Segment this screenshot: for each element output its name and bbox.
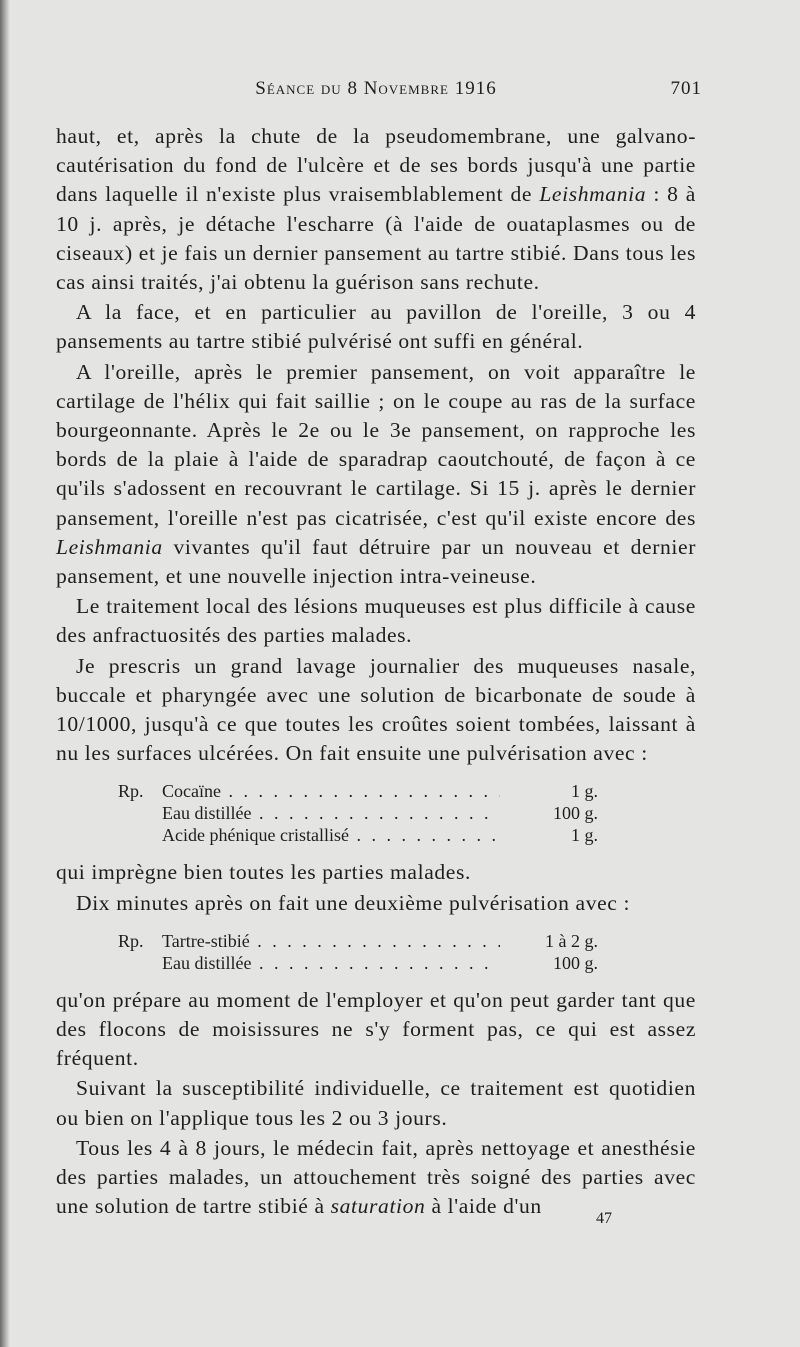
running-title: Séance du 8 Novembre 1916 — [255, 78, 497, 99]
paragraph: A la face, et en particulier au pavillon de l'oreille, 3 ou 4 pansements au tartre stibié pulvérisé ont suffi en général. — [56, 300, 696, 354]
paragraph: haut, et, après la chute de la pseudomembrane, une galvano-cautérisation du fond de l'ulcère et de ses bords jusqu'à une partie dans laquelle il n'existe plus vraisemblablement de Leishmania : 8 à 10 j. après, je détache l'escharre (à l'aide de ouataplasmes ou de ciseaux) et je fais un dernier pansement au tartre stibié. Dans tous les cas ainsi traités, j'ai obtenu la guérison sans rechute. — [56, 124, 696, 295]
paragraph: Tous les 4 à 8 jours, le médecin fait, après nettoyage et anesthésie des parties malades, un attouchement très soigné des parties avec une solution de tartre stibié à saturation à l'aide d'un — [56, 1135, 696, 1219]
prescription-formula — [118, 780, 598, 846]
ingredient-quantity: 1 g. — [571, 781, 598, 802]
prescription-line — [118, 824, 598, 846]
rx-symbol — [118, 824, 162, 846]
prescription-line — [118, 930, 598, 952]
ingredient-quantity: 1 à 2 g. — [545, 930, 598, 951]
prescription-line — [118, 952, 598, 974]
ingredient-name: Tartre-stibié . . . — [162, 930, 500, 952]
paragraph: A l'oreille, après le premier pansement, on voit apparaître le cartilage de l'hélix qui fait saillie ; on le coupe au ras de la surface bourgeonnante. Après le 2e ou le 3e pansement, on rapproche les bords de la plaie à l'aide de sparadrap caoutchouté, de façon à ce qu'ils s'adossent en recouvrant le cartilage. Si 15 j. après le dernier pansement, l'oreille n'est pas cicatrisée, c'est qu'il existe encore des Leishmania vivantes qu'il faut détruire par un nouveau et dernier pansement, et une nouvelle injection intra-veineuse. — [56, 359, 696, 589]
paragraph: Dix minutes après on fait une deuxième pulvérisation avec : — [76, 890, 631, 915]
paragraph: qui imprègne bien toutes les parties malades. — [56, 860, 471, 885]
paragraph: qu'on prépare au moment de l'employer et qu'on peut garder tant que des flocons de moisissures ne s'y forment pas, ce qui est assez fréquent. — [56, 987, 696, 1071]
paragraph: Le traitement local des lésions muqueuses est plus difficile à cause des anfractuosités des parties malades. — [56, 594, 696, 648]
body-text — [56, 122, 696, 1222]
page-number: 701 — [670, 78, 702, 99]
ingredient-quantity: 1 g. — [571, 825, 598, 846]
paragraph: Je prescris un grand lavage journalier des muqueuses nasale, buccale et pharyngée avec une solution de bicarbonate de soude à 10/1000, jusqu'à ce que toutes les croûtes soient tombées, laissant à nu les surfaces ulcérées. On fait ensuite une pulvérisation avec : — [56, 653, 696, 766]
paragraph: Suivant la susceptibilité individuelle, ce traitement est quotidien ou bien on l'applique tous les 2 ou 3 jours. — [56, 1076, 696, 1130]
book-page — [56, 78, 702, 1222]
ingredient-name: Eau distillée . . . — [162, 802, 500, 824]
prescription-line — [118, 802, 598, 824]
rx-symbol — [118, 952, 162, 974]
ingredient-quantity: 100 g. — [553, 952, 598, 973]
ingredient-name: Eau distillée . . . — [162, 952, 500, 974]
binding-gutter — [0, 0, 10, 1347]
prescription-line — [118, 780, 598, 802]
ingredient-name: Acide phénique cristallisé . . . — [162, 824, 500, 846]
ingredient-quantity: 100 g. — [553, 803, 598, 824]
rx-symbol: Rp. — [118, 781, 144, 802]
signature-mark: 47 — [596, 1210, 612, 1227]
prescription-formula — [118, 930, 598, 974]
rx-symbol — [118, 802, 162, 824]
ingredient-name: Cocaïne . . . — [162, 780, 500, 802]
running-header — [56, 78, 702, 108]
rx-symbol: Rp. — [118, 930, 144, 951]
